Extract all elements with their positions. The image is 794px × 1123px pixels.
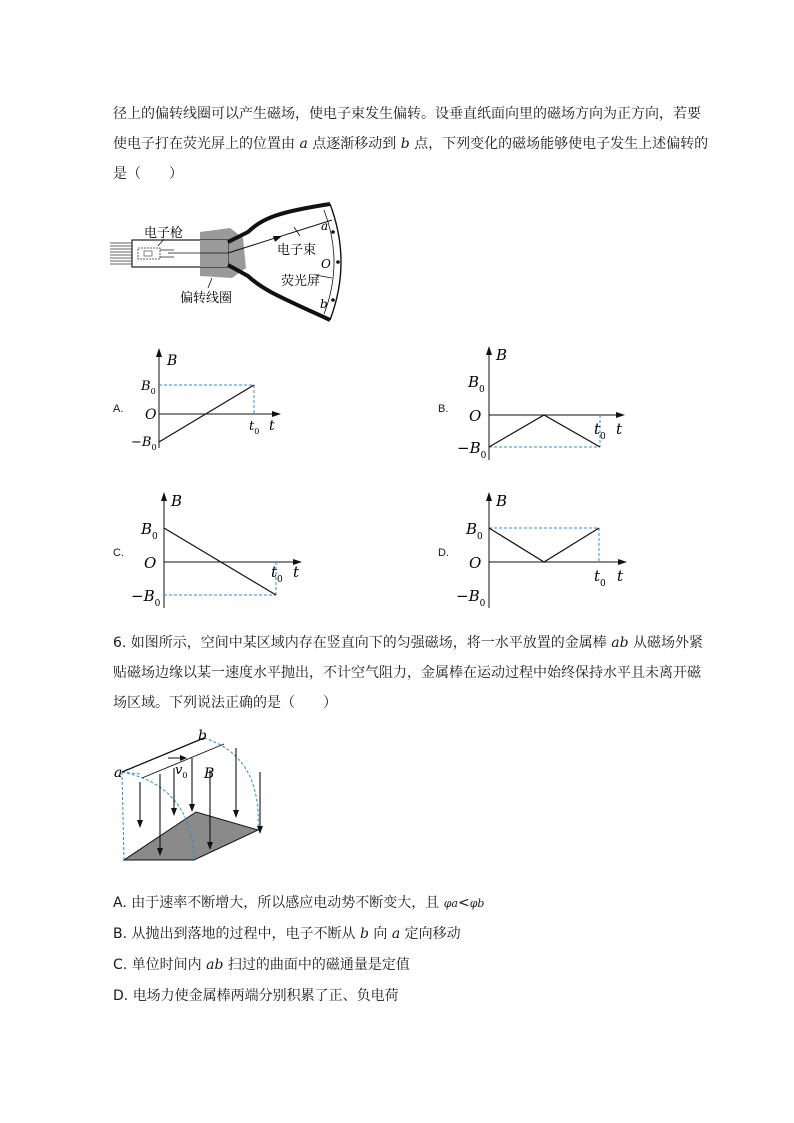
phi-b: φb (469, 897, 485, 910)
option-text: 电场力使金属棒两端分别积累了正、负电荷 (132, 988, 399, 1004)
x-arrow (272, 411, 281, 417)
origin-label: O (145, 407, 157, 423)
label-o: O (321, 257, 331, 271)
label-neg-b0: $-B_0$ (131, 587, 161, 609)
b-t-line (489, 528, 599, 562)
axis-label-b: B (496, 492, 508, 510)
label-a: a (321, 219, 329, 233)
beam-arrow (273, 236, 282, 242)
q6-stem-line-1 (113, 633, 703, 653)
label-beam: 电子束 (277, 243, 317, 258)
label-b0: $B_0$ (141, 379, 156, 396)
point-o-dot (336, 260, 340, 264)
label-gun: 电子枪 (144, 226, 184, 241)
q6-stem-line-3: 场区域。下列说法正确的是（ ） (113, 695, 337, 711)
relation: < (457, 895, 470, 911)
graph-d[interactable] (455, 486, 635, 612)
q6-option-d[interactable] (113, 986, 399, 1006)
b-t-line (489, 415, 600, 447)
label-t0: $t_0$ (271, 563, 283, 585)
q5-option-b-label[interactable]: B. (438, 403, 449, 415)
label-b: b (198, 728, 207, 744)
option-text: 单位时间内 (131, 957, 207, 973)
label-b: b (320, 297, 328, 311)
q5-stem-text: 使电子打在荧光屏上的位置由 (113, 136, 300, 152)
y-arrow (486, 346, 492, 355)
label-neg-b0: $-B_0$ (457, 439, 487, 461)
q5-stem-line-3: 是（ ） (113, 166, 183, 182)
axis-label-b: B (171, 492, 183, 510)
axis-label-t: t (616, 420, 623, 438)
q6-stem-line-2: 贴磁场边缘以某一速度水平抛出，不计空气阻力，金属棒在运动过程中始终保持水平且未离开磁 (113, 665, 701, 681)
label-field-b: B (204, 766, 215, 782)
q5-stem-line-1: 径上的偏转线圈可以产生磁场，使电子束发生偏转。设垂直纸面向里的磁场方向为正方向，若要 (113, 106, 701, 122)
graph-b[interactable] (455, 342, 635, 466)
x-arrow (618, 559, 627, 565)
option-text: 定向移动 (400, 926, 461, 942)
option-label: C. (113, 957, 128, 973)
label-a: a (114, 765, 123, 781)
gun-stripes (110, 243, 132, 264)
label-screen: 荧光屏 (281, 274, 321, 289)
rod-ab: ab (206, 957, 224, 973)
label-t0: $t_0$ (594, 420, 606, 442)
point-a: a (391, 926, 401, 942)
origin-label: O (469, 554, 482, 572)
axis-label-b: B (167, 353, 178, 369)
graph-a[interactable] (130, 344, 290, 456)
phi-a: φa (443, 897, 458, 910)
option-label: B. (113, 926, 128, 942)
q5-stem-line-2 (113, 134, 708, 154)
q6-option-b[interactable] (113, 924, 461, 944)
option-text: 向 (368, 926, 392, 942)
label-t0: $t_0$ (594, 567, 606, 589)
leader-coil (208, 278, 212, 288)
crt-figure (108, 190, 368, 330)
q6-stem-text: 从磁场外紧 (628, 635, 704, 651)
y-arrow (156, 348, 162, 357)
q5-option-a-label[interactable]: A. (113, 403, 124, 415)
label-t0: $t_0$ (249, 419, 260, 436)
point-a-dot (331, 230, 335, 234)
option-text: 从抛出到落地的过程中，电子不断从 (131, 926, 360, 942)
q6-stem-text: 6. 如图所示，空间中某区域内存在竖直向下的匀强磁场，将一水平放置的金属棒 (113, 635, 612, 651)
label-v0: $v_0$ (175, 763, 188, 780)
q5-stem-text: 点逐渐移动到 (307, 136, 401, 152)
label-b0: $B_0$ (466, 520, 483, 542)
option-label: D. (113, 988, 129, 1004)
label-b0: $B_0$ (468, 373, 485, 395)
rod-ab: ab (611, 635, 629, 651)
option-text: 由于速率不断增大，所以感应电动势不断变大，且 (131, 895, 444, 911)
point-a: a (299, 136, 308, 152)
axis-label-t: t (293, 563, 300, 581)
q5-option-d-label[interactable]: D. (438, 547, 449, 559)
label-neg-b0: $-B_0$ (456, 587, 486, 609)
point-b-dot (331, 298, 335, 302)
axis-label-b: B (496, 346, 508, 364)
label-b0: $B_0$ (141, 520, 158, 542)
label-neg-b0: $-B_0$ (131, 435, 157, 452)
point-b: b (359, 926, 369, 942)
x-arrow (616, 412, 625, 418)
q5-option-c-label[interactable]: C. (113, 547, 124, 559)
coil-band (200, 240, 228, 267)
option-label: A. (113, 895, 127, 911)
axis-label-t: t (269, 418, 275, 434)
axis-label-t: t (617, 567, 624, 585)
point-b: b (400, 136, 410, 152)
y-arrow (486, 492, 492, 501)
rod-field-figure (112, 726, 282, 868)
origin-label: O (144, 554, 157, 572)
origin-label: O (469, 407, 482, 425)
graph-c[interactable] (130, 486, 310, 612)
label-coil: 偏转线圈 (180, 291, 233, 306)
option-text: 扫过的曲面中的磁通量是定值 (223, 957, 410, 973)
q6-option-c[interactable] (113, 955, 410, 975)
q5-stem-text: 点，下列变化的磁场能够使电子发生上述偏转的 (409, 136, 709, 152)
q6-option-a[interactable] (113, 893, 484, 914)
y-arrow (161, 492, 167, 501)
